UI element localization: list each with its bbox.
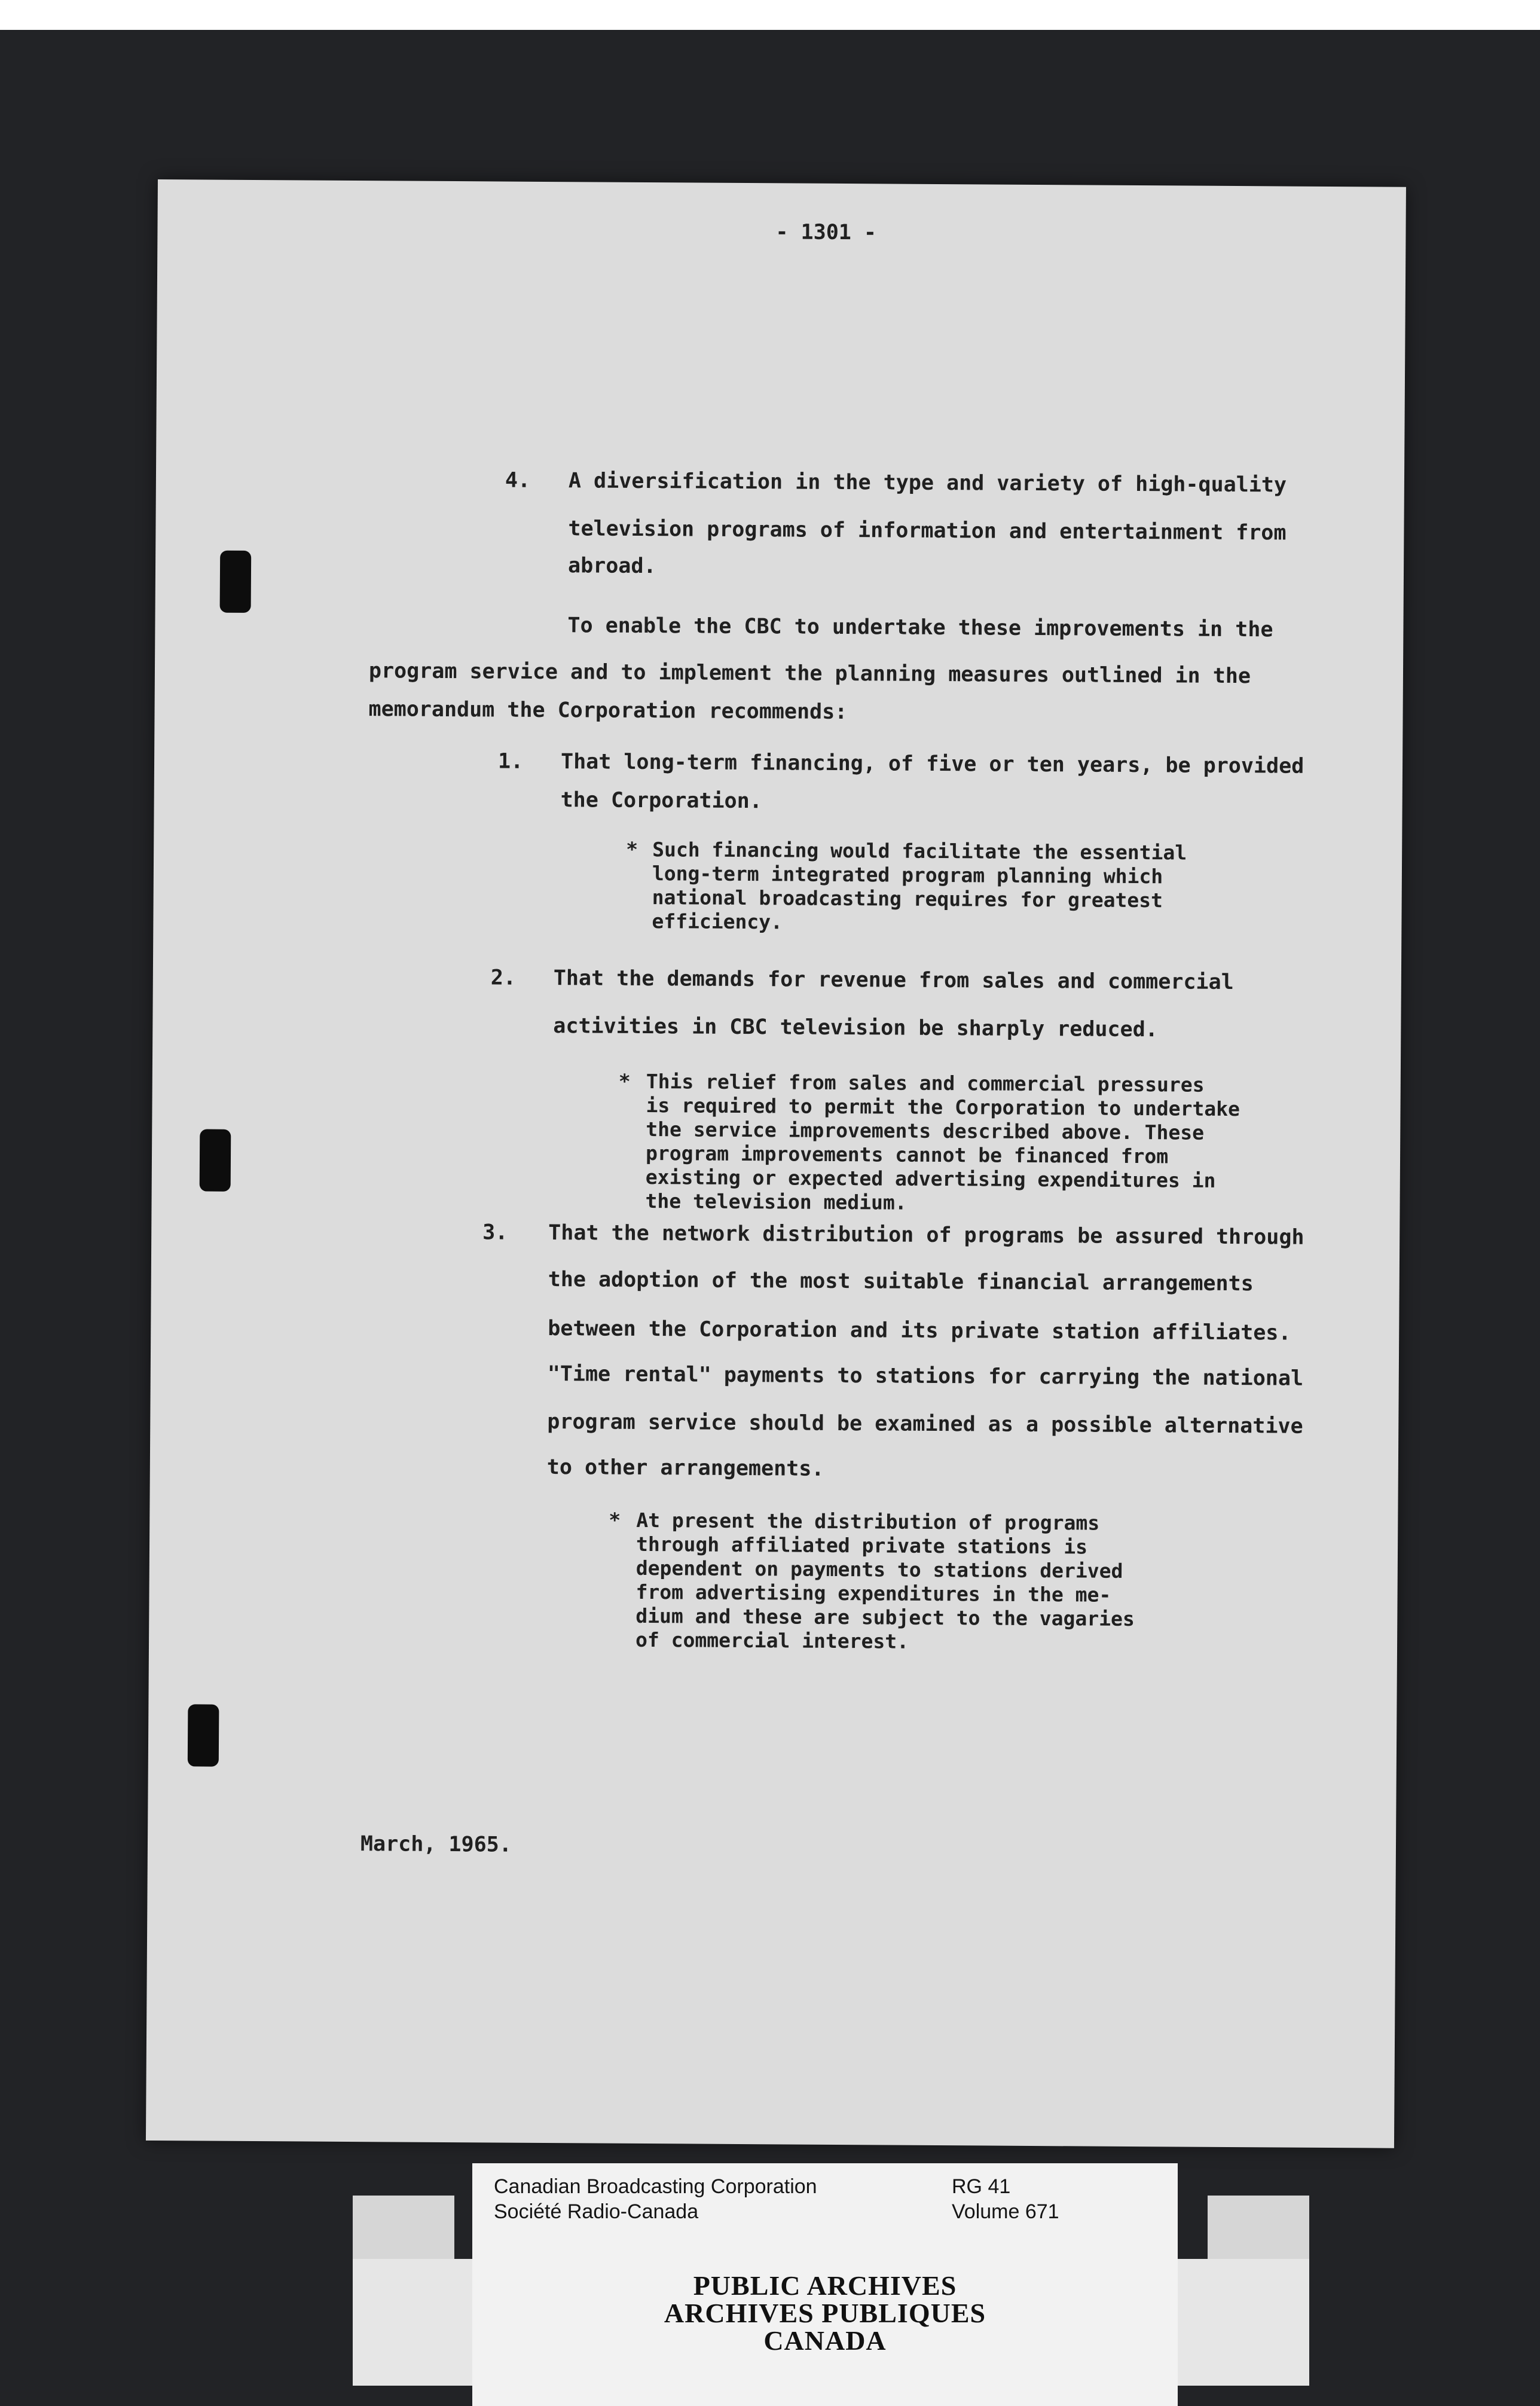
recommendation-line: between the Corporation and its private station affiliates. [548,1317,1291,1345]
recommendation-line: That the network distribution of programs be assured through [548,1221,1304,1250]
punch-hole [188,1704,219,1766]
scan-top-band [0,0,1540,30]
recommendation-line: to other arrangements. [546,1455,824,1481]
archive-stamp-line: ARCHIVES PUBLIQUES [664,2298,986,2328]
document-page [146,179,1406,2148]
paragraph-line: To enable the CBC to undertake these improvements in the [567,613,1273,642]
item-line: television programs of information and entertainment from [568,517,1287,545]
item-number: 4. [505,468,531,493]
recommendation-number: 3. [482,1220,508,1245]
recommendation-number: 1. [497,749,524,774]
recommendation-line: "Time rental" payments to stations for carrying the national [547,1362,1304,1391]
recommendation-note: Such financing would facilitate the essential long-term integrated program planning which national broadcasting requires for greatest efficiency. [652,838,1187,934]
recommendation-line: That long-term financing, of five or ten years, be provided [560,750,1304,778]
archive-org-fr: Société Radio-Canada [494,2200,699,2223]
recommendation-note: At present the distribution of programs through affiliated private stations is dependent on payments to stations derived from advertising expenditures in the me- dium and these are subject to the vagaries of commercial interest. [635,1508,1135,1653]
item-line: A diversification in the type and variety of high-quality [568,469,1287,497]
recommendation-line: program service should be examined as a possible alternative [547,1410,1303,1439]
recommendation-line: the adoption of the most suitable financial arrangements [548,1268,1254,1296]
page-number: - 1301 - [775,220,877,245]
recommendation-line: the Corporation. [560,788,762,814]
label-stub-right [1208,2196,1309,2261]
punch-hole [220,551,252,613]
recommendation-line: That the demands for revenue from sales and commercial [553,966,1234,995]
punch-hole [200,1129,231,1191]
recommendation-line: activities in CBC television be sharply reduced. [553,1014,1158,1042]
paragraph-line: memorandum the Corporation recommends: [368,697,848,725]
archive-org-en: Canadian Broadcasting Corporation [494,2175,817,2198]
note-asterisk: * [618,1069,631,1093]
note-asterisk: * [609,1508,621,1532]
archive-volume: Volume 671 [952,2200,1059,2223]
archive-record-group: RG 41 [952,2175,1011,2198]
archive-stamp-line: PUBLIC ARCHIVES [693,2270,957,2301]
document-date: March, 1965. [360,1832,512,1857]
recommendation-note: This relief from sales and commercial pressures is required to permit the Corporation to undertake the service improvements described above. These program improvements cannot be financed from existing or expected advertising expenditures in the television medium. [645,1070,1240,1214]
archive-stamp-line: CANADA [763,2325,887,2356]
recommendation-number: 2. [490,966,517,990]
paragraph-line: program service and to implement the planning measures outlined in the [368,659,1251,689]
note-asterisk: * [626,837,638,861]
label-stub-left [353,2196,454,2261]
item-line: abroad. [567,554,656,579]
